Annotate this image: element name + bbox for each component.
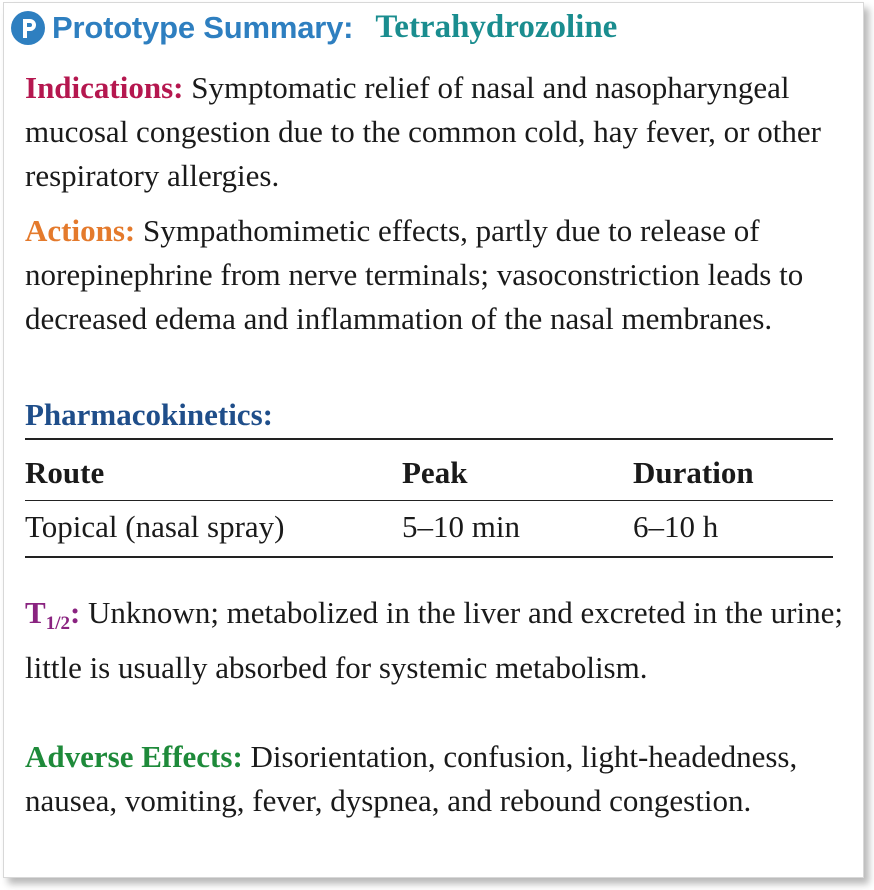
prototype-summary-card: [3, 2, 864, 878]
actions-text: Sympathomimetic effects, partly due to release of norepinephrine from nerve terminals; vasoconstriction leads to decreased edema and inflammation of the nasal membranes.: [25, 213, 804, 336]
adverse-effects-text: Disorientation, confusion, light-headedness, nausea, vomiting, fever, dyspnea, and rebound congestion.: [25, 739, 798, 818]
half-life-section: [25, 591, 845, 690]
indications-label: Indications:: [25, 70, 184, 105]
pharmacokinetics-title: Pharmacokinetics:: [25, 397, 273, 432]
half-life-label: $T_{1/2}$:: [25, 595, 81, 634]
table-cell-route: Topical (nasal spray): [25, 509, 285, 544]
indications-text: Symptomatic relief of nasal and nasopharyngeal mucosal congestion due to the common cold, hay fever, or other respiratory allergies.: [25, 70, 821, 193]
drug-name: Tetrahydrozoline: [375, 9, 618, 45]
card-header: [10, 9, 617, 46]
actions-label: Actions:: [25, 213, 136, 248]
indications-section: [25, 66, 845, 198]
half-life-text: Unknown; metabolized in the liver and excreted in the urine; little is usually absorbed for systemic metabolism.: [25, 595, 843, 685]
adverse-effects-section: [25, 735, 845, 823]
table-header-route: Route: [25, 455, 105, 490]
table-header-rule: [25, 500, 833, 501]
actions-section: [25, 209, 845, 341]
table-cell-peak: 5–10 min: [402, 509, 520, 544]
table-header-duration: Duration: [633, 455, 754, 490]
table-header-peak: Peak: [402, 455, 468, 490]
table-top-rule: [25, 438, 833, 440]
table-cell-duration: 6–10 h: [633, 509, 719, 544]
summary-title-label: Prototype Summary:: [52, 9, 354, 45]
adverse-effects-label: Adverse Effects:: [25, 739, 243, 774]
table-bottom-rule: [25, 556, 833, 558]
prototype-p-logo-icon: [10, 10, 46, 46]
